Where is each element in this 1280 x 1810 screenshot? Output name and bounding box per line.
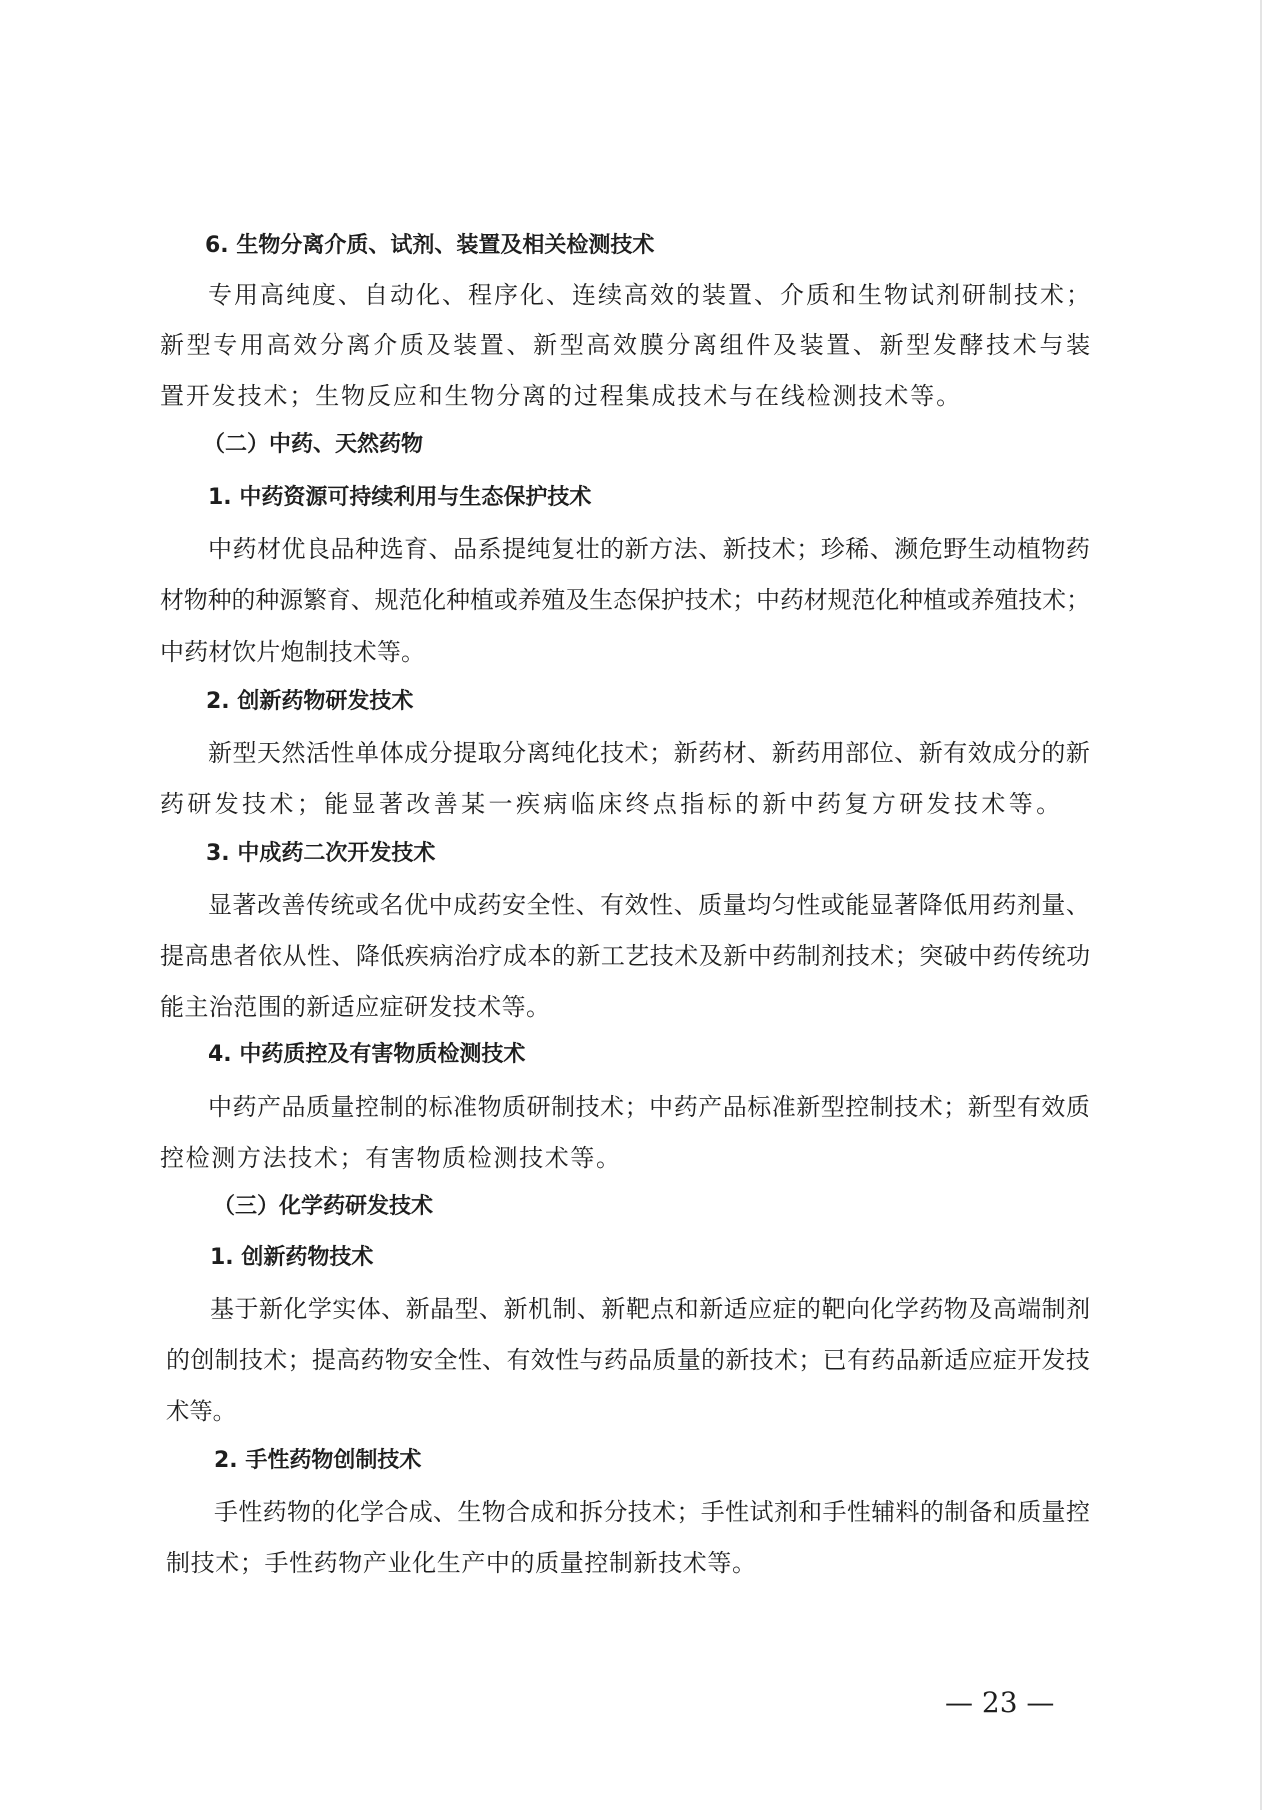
- section-heading: 1. 中药资源可持续利用与生态保护技术: [208, 485, 592, 510]
- body-line: 中药材饮片炮制技术等。: [160, 638, 426, 666]
- body-line: 术等。: [166, 1397, 236, 1425]
- body-line: 显著改善传统或名优中成药安全性、有效性、质量均匀性或能显著降低用药剂量、: [208, 891, 1091, 919]
- body-line: 控检测方法技术；有害物质检测技术等。: [160, 1144, 622, 1172]
- body-line: 置开发技术；生物反应和生物分离的过程集成技术与在线检测技术等。: [160, 382, 962, 410]
- body-line: 能主治范围的新适应症研发技术等。: [160, 993, 551, 1021]
- body-line: 中药材优良品种选育、品系提纯复壮的新方法、新技术；珍稀、濒危野生动植物药: [208, 535, 1091, 563]
- section-heading: 2. 手性药物创制技术: [214, 1448, 422, 1473]
- body-line: 新型专用高效分离介质及装置、新型高效膜分离组件及装置、新型发酵技术与装: [160, 331, 1093, 359]
- body-line: 基于新化学实体、新晶型、新机制、新靶点和新适应症的靶向化学药物及高端制剂: [210, 1295, 1091, 1323]
- category-heading: （二）中药、天然药物: [203, 432, 424, 457]
- body-line: 的创制技术；提高药物安全性、有效性与药品质量的新技术；已有药品新适应症开发技: [166, 1346, 1091, 1374]
- body-line: 专用高纯度、自动化、程序化、连续高效的装置、介质和生物试剂研制技术；: [208, 281, 1092, 309]
- section-heading: 2. 创新药物研发技术: [206, 689, 414, 714]
- section-heading: 1. 创新药物技术: [210, 1245, 374, 1270]
- body-line: 提高患者依从性、降低疾病治疗成本的新工艺技术及新中药制剂技术；突破中药传统功: [160, 942, 1091, 970]
- category-heading: （三）化学药研发技术: [213, 1194, 434, 1219]
- section-heading: 6. 生物分离介质、试剂、装置及相关检测技术: [205, 233, 655, 258]
- page-number: — 23 —: [945, 1686, 1055, 1719]
- body-line: 手性药物的化学合成、生物合成和拆分技术；手性试剂和手性辅料的制备和质量控: [214, 1498, 1091, 1526]
- body-line: 药研发技术；能显著改善某一疾病临床终点指标的新中药复方研发技术等。: [160, 790, 1064, 818]
- body-line: 新型天然活性单体成分提取分离纯化技术；新药材、新药用部位、新有效成分的新: [208, 739, 1091, 767]
- body-line: 材物种的种源繁育、规范化种植或养殖及生态保护技术；中药材规范化种植或养殖技术；: [160, 586, 1090, 614]
- section-heading: 3. 中成药二次开发技术: [206, 841, 436, 866]
- body-line: 制技术；手性药物产业化生产中的质量控制新技术等。: [166, 1549, 757, 1577]
- section-heading: 4. 中药质控及有害物质检测技术: [208, 1042, 526, 1067]
- body-line: 中药产品质量控制的标准物质研制技术；中药产品标准新型控制技术；新型有效质: [208, 1093, 1091, 1121]
